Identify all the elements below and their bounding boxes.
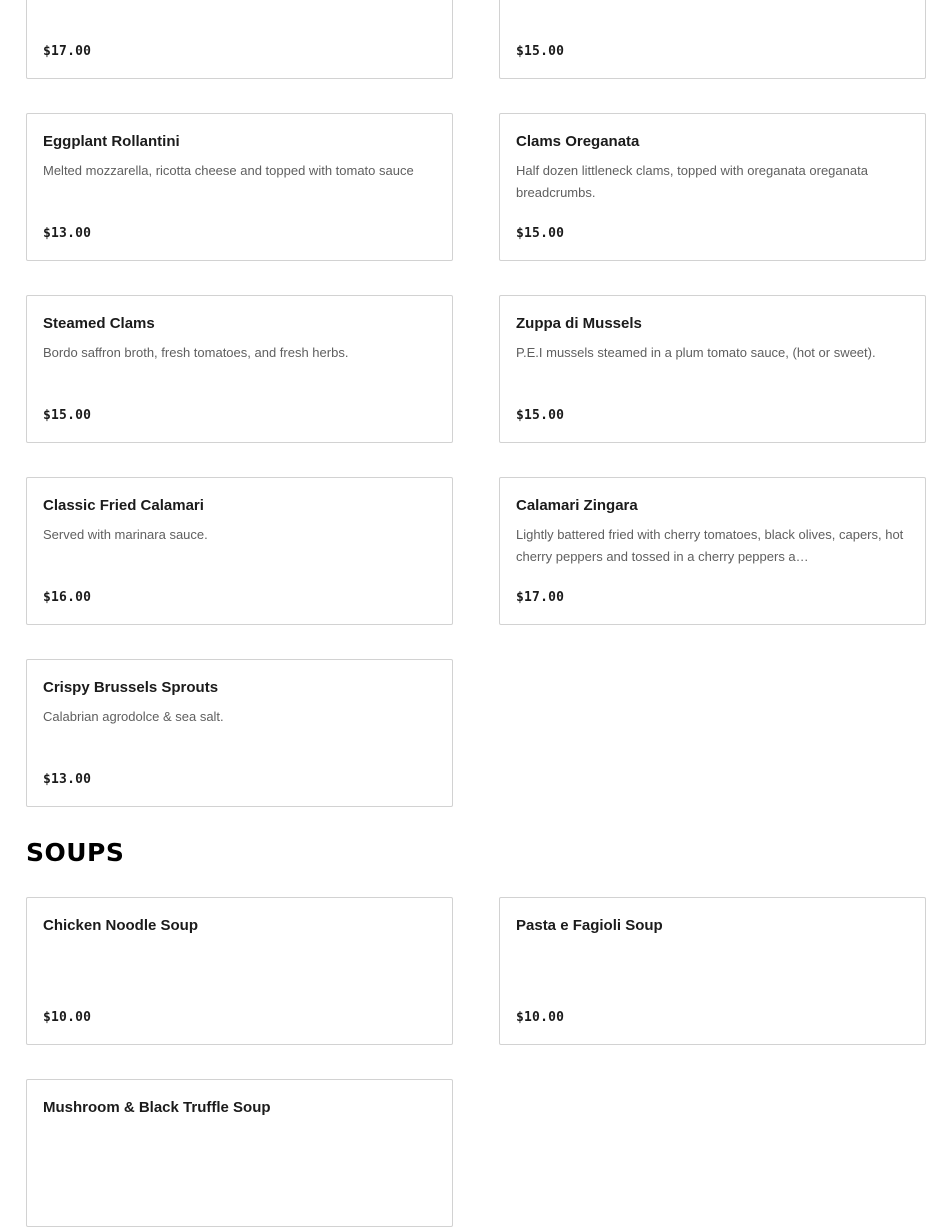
menu-item-price: $17.00 xyxy=(516,590,565,605)
menu-item-price: $10.00 xyxy=(43,1010,92,1025)
menu-item-name: Eggplant Rollantini xyxy=(43,133,180,150)
menu-item-name: Chicken Noodle Soup xyxy=(43,917,199,934)
menu-item-name: Crispy Brussels Sprouts xyxy=(43,679,219,696)
menu-item-name: Zuppa di Mussels xyxy=(516,315,642,332)
menu-item-card[interactable] xyxy=(499,477,926,625)
menu-item-price: $13.00 xyxy=(43,772,92,787)
menu-item-price: $15.00 xyxy=(516,408,565,423)
menu-item-card[interactable] xyxy=(499,897,926,1045)
menu-item-price: $10.00 xyxy=(516,1010,565,1025)
menu-item-name: Calamari Zingara xyxy=(516,497,638,514)
menu-item-card[interactable] xyxy=(499,113,926,261)
menu-item-card[interactable] xyxy=(499,0,926,79)
menu-item-card[interactable] xyxy=(499,295,926,443)
menu-item-price: $15.00 xyxy=(516,226,565,241)
menu-item-price: $15.00 xyxy=(43,408,92,423)
menu-item-card[interactable] xyxy=(26,1079,453,1227)
section-title-soups: SOUPS xyxy=(26,838,125,867)
menu-item-card[interactable] xyxy=(26,897,453,1045)
menu-item-description: Half dozen littleneck clams, topped with oreganata oreganata breadcrumbs. xyxy=(516,163,868,200)
menu-item-name: Steamed Clams xyxy=(43,315,155,332)
menu-item-name: Clams Oreganata xyxy=(516,133,640,150)
menu-item-description: Bordo saffron broth, fresh tomatoes, and fresh herbs. xyxy=(43,345,349,360)
menu-item-price: $17.00 xyxy=(43,44,92,59)
menu-item-description: Served with marinara sauce. xyxy=(43,527,208,542)
menu-item-description: Lightly battered fried with cherry tomatoes, black olives, capers, hot cherry peppers and tossed in a cherry peppers a… xyxy=(516,527,904,564)
menu-item-description: Calabrian agrodolce & sea salt. xyxy=(43,709,224,724)
menu-item-name: Pasta e Fagioli Soup xyxy=(516,917,663,934)
menu-item-card[interactable] xyxy=(26,0,453,79)
menu-item-card[interactable] xyxy=(26,295,453,443)
menu-item-card[interactable] xyxy=(26,477,453,625)
menu-item-description: P.E.I mussels steamed in a plum tomato sauce, (hot or sweet). xyxy=(516,345,876,360)
menu-item-name: Mushroom & Black Truffle Soup xyxy=(43,1099,271,1116)
menu-item-card[interactable] xyxy=(26,659,453,807)
menu-item-price: $15.00 xyxy=(516,44,565,59)
menu-item-price: $13.00 xyxy=(43,226,92,241)
menu-item-card[interactable] xyxy=(26,113,453,261)
menu-item-name: Classic Fried Calamari xyxy=(43,497,204,514)
menu-item-description: Melted mozzarella, ricotta cheese and topped with tomato sauce xyxy=(43,163,414,178)
menu-item-price: $16.00 xyxy=(43,590,92,605)
